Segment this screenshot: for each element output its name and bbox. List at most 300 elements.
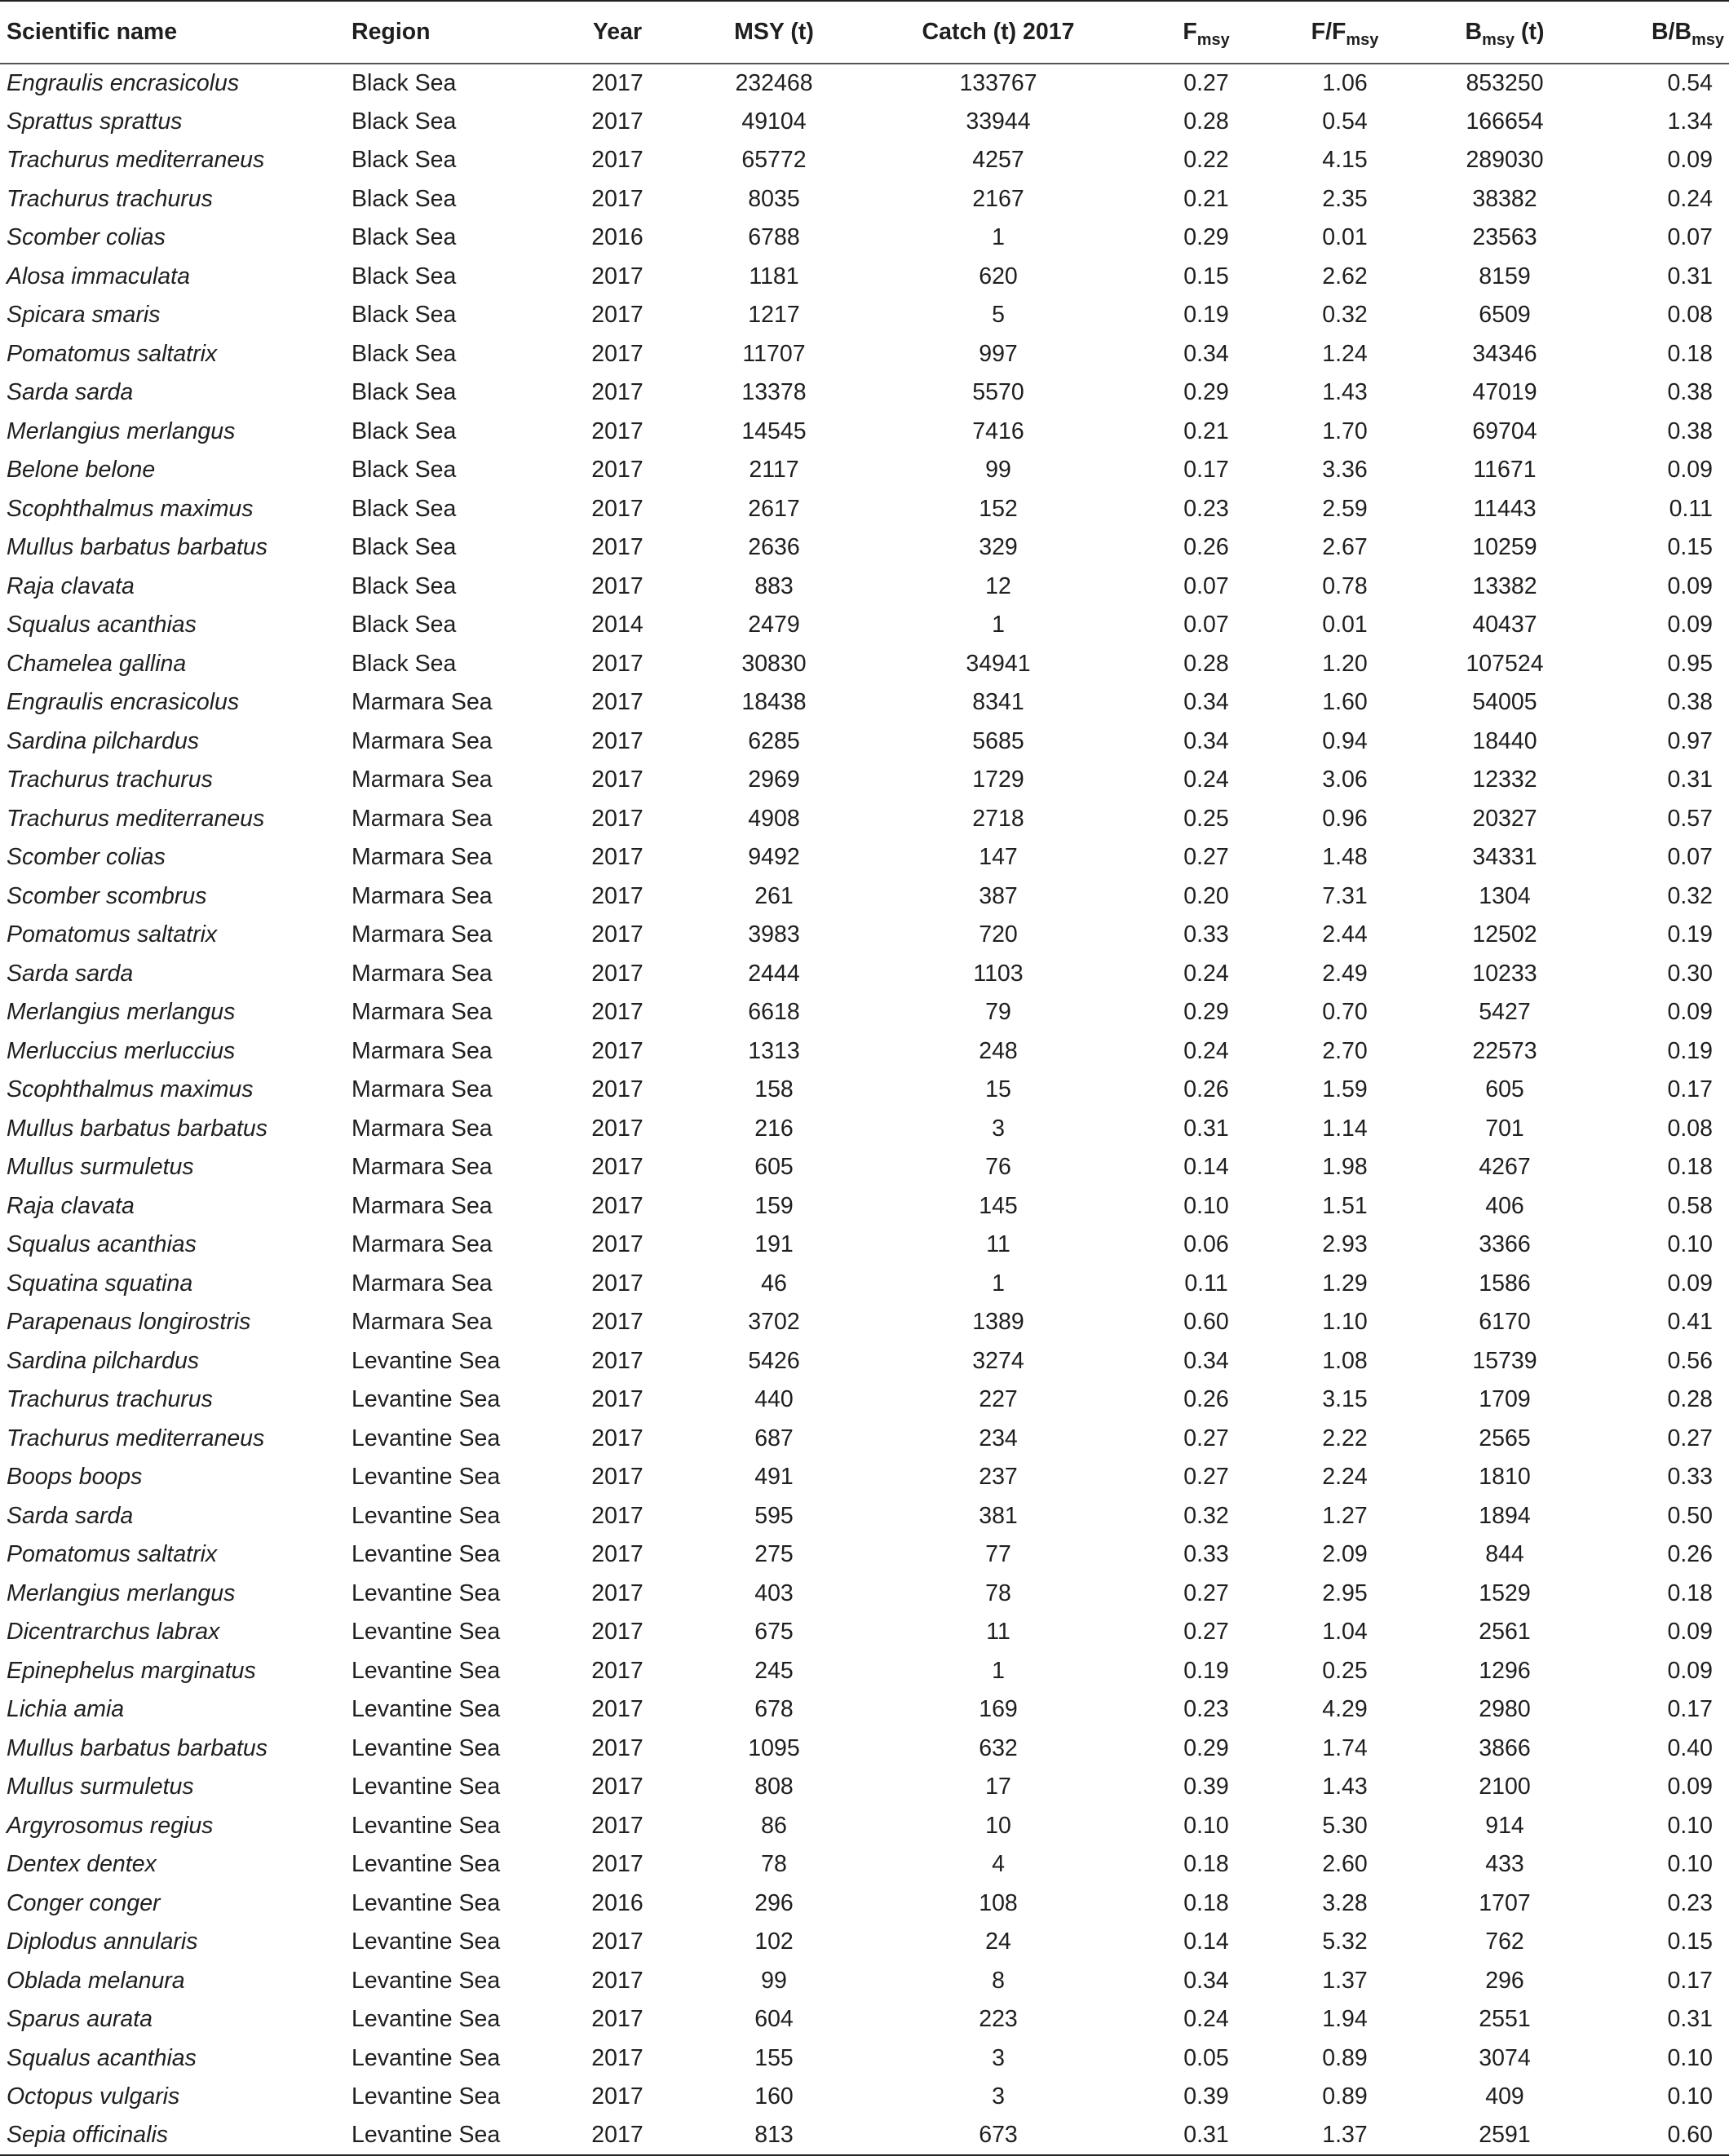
cell-msy: 245 bbox=[754, 1657, 794, 1684]
cell-catch: 169 bbox=[979, 1696, 1018, 1723]
cell-bmsy: 289030 bbox=[1466, 147, 1544, 174]
cell-catch: 76 bbox=[985, 1154, 1011, 1181]
table-row bbox=[0, 451, 1729, 490]
cell-bmsy: 433 bbox=[1485, 1851, 1524, 1878]
cell-b-over-bmsy: 0.56 bbox=[1667, 1347, 1713, 1374]
table-row bbox=[0, 1768, 1729, 1807]
cell-scientific-name: Engraulis encrasicolus bbox=[7, 689, 240, 716]
cell-region: Levantine Sea bbox=[352, 1619, 501, 1646]
table-row bbox=[0, 1303, 1729, 1342]
cell-scientific-name: Argyrosomus regius bbox=[7, 1812, 214, 1839]
cell-scientific-name: Sarda sarda bbox=[7, 1502, 134, 1529]
cell-scientific-name: Octopus vulgaris bbox=[7, 2083, 180, 2110]
cell-msy: 403 bbox=[754, 1579, 794, 1606]
cell-f-over-fmsy: 3.06 bbox=[1322, 767, 1368, 793]
cell-year: 2017 bbox=[591, 1037, 643, 1064]
cell-scientific-name: Sardina pilchardus bbox=[7, 1347, 200, 1374]
cell-scientific-name: Mullus surmuletus bbox=[7, 1774, 194, 1800]
cell-year: 2017 bbox=[591, 108, 643, 135]
cell-msy: 1217 bbox=[748, 302, 800, 329]
header-fmsy-base: F bbox=[1183, 19, 1197, 45]
cell-fmsy: 0.33 bbox=[1183, 1541, 1229, 1568]
cell-f-over-fmsy: 0.96 bbox=[1322, 805, 1368, 832]
cell-fmsy: 0.18 bbox=[1183, 1851, 1229, 1878]
cell-year: 2017 bbox=[591, 2044, 643, 2071]
cell-fmsy: 0.26 bbox=[1183, 1076, 1229, 1103]
cell-b-over-bmsy: 0.28 bbox=[1667, 1386, 1713, 1413]
cell-scientific-name: Sarda sarda bbox=[7, 960, 134, 987]
cell-f-over-fmsy: 1.43 bbox=[1322, 1774, 1368, 1800]
cell-fmsy: 0.34 bbox=[1183, 340, 1229, 367]
cell-fmsy: 0.15 bbox=[1183, 263, 1229, 289]
cell-bmsy: 4267 bbox=[1479, 1154, 1531, 1181]
cell-year: 2017 bbox=[591, 1541, 643, 1568]
cell-year: 2017 bbox=[591, 1231, 643, 1258]
cell-scientific-name: Merlangius merlangus bbox=[7, 418, 236, 444]
cell-scientific-name: Trachurus trachurus bbox=[7, 185, 213, 212]
cell-fmsy: 0.27 bbox=[1183, 1579, 1229, 1606]
cell-bmsy: 3366 bbox=[1479, 1231, 1531, 1258]
cell-b-over-bmsy: 0.57 bbox=[1667, 805, 1713, 832]
cell-b-over-bmsy: 0.18 bbox=[1667, 1579, 1713, 1606]
cell-b-over-bmsy: 0.27 bbox=[1667, 1425, 1713, 1451]
cell-f-over-fmsy: 2.67 bbox=[1322, 534, 1368, 561]
cell-b-over-bmsy: 0.11 bbox=[1669, 495, 1713, 522]
cell-catch: 34941 bbox=[966, 650, 1031, 677]
cell-scientific-name: Engraulis encrasicolus bbox=[7, 69, 240, 96]
table-row bbox=[0, 1884, 1729, 1924]
cell-region: Marmara Sea bbox=[352, 1231, 493, 1258]
header-scientific-name: Scientific name bbox=[7, 19, 178, 45]
cell-region: Marmara Sea bbox=[352, 767, 493, 793]
cell-year: 2017 bbox=[591, 1502, 643, 1529]
cell-catch: 147 bbox=[979, 844, 1018, 871]
cell-msy: 3702 bbox=[748, 1309, 800, 1336]
cell-catch: 152 bbox=[979, 495, 1018, 522]
cell-msy: 261 bbox=[754, 882, 794, 909]
cell-b-over-bmsy: 0.09 bbox=[1667, 999, 1713, 1026]
cell-catch: 620 bbox=[979, 263, 1018, 289]
cell-msy: 2117 bbox=[749, 457, 799, 484]
table-row bbox=[0, 1730, 1729, 1769]
cell-fmsy: 0.23 bbox=[1183, 495, 1229, 522]
table-body bbox=[0, 64, 1729, 2155]
cell-bmsy: 34331 bbox=[1472, 844, 1537, 871]
cell-catch: 5570 bbox=[972, 379, 1024, 406]
cell-b-over-bmsy: 0.31 bbox=[1667, 767, 1713, 793]
cell-bmsy: 1707 bbox=[1479, 1889, 1531, 1916]
cell-scientific-name: Pomatomus saltatrix bbox=[7, 921, 218, 948]
cell-f-over-fmsy: 1.27 bbox=[1322, 1502, 1368, 1529]
cell-f-over-fmsy: 3.36 bbox=[1322, 457, 1368, 484]
cell-catch: 3274 bbox=[972, 1347, 1024, 1374]
cell-bmsy: 38382 bbox=[1472, 185, 1537, 212]
cell-catch: 17 bbox=[985, 1774, 1011, 1800]
cell-msy: 159 bbox=[754, 1192, 794, 1219]
cell-b-over-bmsy: 0.07 bbox=[1667, 844, 1713, 871]
cell-bmsy: 107524 bbox=[1466, 650, 1544, 677]
cell-b-over-bmsy: 0.19 bbox=[1667, 1037, 1713, 1064]
cell-f-over-fmsy: 2.09 bbox=[1322, 1541, 1368, 1568]
cell-year: 2017 bbox=[591, 1619, 643, 1646]
cell-bmsy: 2591 bbox=[1479, 2122, 1531, 2149]
cell-catch: 387 bbox=[979, 882, 1018, 909]
cell-scientific-name: Sprattus sprattus bbox=[7, 108, 183, 135]
cell-fmsy: 0.27 bbox=[1183, 1425, 1229, 1451]
cell-fmsy: 0.28 bbox=[1183, 108, 1229, 135]
cell-catch: 223 bbox=[979, 2006, 1018, 2033]
cell-fmsy: 0.34 bbox=[1183, 727, 1229, 754]
table-row bbox=[0, 1265, 1729, 1304]
cell-msy: 65772 bbox=[741, 147, 807, 174]
cell-catch: 1 bbox=[992, 612, 1005, 638]
cell-fmsy: 0.34 bbox=[1183, 689, 1229, 716]
cell-fmsy: 0.60 bbox=[1183, 1309, 1229, 1336]
cell-region: Black Sea bbox=[352, 302, 457, 329]
cell-catch: 1 bbox=[992, 224, 1005, 251]
cell-year: 2017 bbox=[591, 2083, 643, 2110]
cell-fmsy: 0.24 bbox=[1183, 767, 1229, 793]
cell-fmsy: 0.34 bbox=[1183, 1967, 1229, 1994]
cell-f-over-fmsy: 1.29 bbox=[1322, 1270, 1368, 1297]
table-row bbox=[0, 877, 1729, 917]
cell-b-over-bmsy: 0.07 bbox=[1667, 224, 1713, 251]
cell-region: Levantine Sea bbox=[352, 1386, 501, 1413]
cell-msy: 491 bbox=[754, 1464, 794, 1491]
header-region: Region bbox=[352, 19, 431, 45]
cell-b-over-bmsy: 0.15 bbox=[1667, 1928, 1713, 1955]
cell-f-over-fmsy: 3.28 bbox=[1322, 1889, 1368, 1916]
cell-fmsy: 0.05 bbox=[1183, 2044, 1229, 2071]
cell-msy: 2479 bbox=[748, 612, 800, 638]
cell-catch: 1 bbox=[992, 1657, 1005, 1684]
cell-catch: 4 bbox=[992, 1851, 1005, 1878]
cell-scientific-name: Squalus acanthias bbox=[7, 612, 197, 638]
cell-b-over-bmsy: 0.10 bbox=[1667, 1812, 1713, 1839]
cell-msy: 6285 bbox=[748, 727, 800, 754]
cell-catch: 77 bbox=[985, 1541, 1011, 1568]
cell-region: Levantine Sea bbox=[352, 1734, 501, 1761]
cell-msy: 9492 bbox=[748, 844, 800, 871]
cell-year: 2017 bbox=[591, 1967, 643, 1994]
cell-b-over-bmsy: 0.09 bbox=[1667, 457, 1713, 484]
cell-f-over-fmsy: 1.14 bbox=[1322, 1115, 1368, 1142]
cell-region: Levantine Sea bbox=[352, 1696, 501, 1723]
table-row bbox=[0, 1458, 1729, 1497]
cell-scientific-name: Raja clavata bbox=[7, 1192, 135, 1219]
cell-fmsy: 0.07 bbox=[1183, 572, 1229, 599]
header-b-over-bmsy bbox=[1599, 1, 1729, 64]
cell-bmsy: 12502 bbox=[1472, 921, 1537, 948]
cell-msy: 5426 bbox=[748, 1347, 800, 1374]
cell-f-over-fmsy: 2.59 bbox=[1322, 495, 1368, 522]
cell-b-over-bmsy: 0.58 bbox=[1667, 1192, 1713, 1219]
cell-year: 2017 bbox=[591, 572, 643, 599]
cell-fmsy: 0.29 bbox=[1183, 379, 1229, 406]
cell-f-over-fmsy: 1.94 bbox=[1322, 2006, 1368, 2033]
cell-scientific-name: Mullus surmuletus bbox=[7, 1154, 194, 1181]
table-row bbox=[0, 568, 1729, 607]
cell-year: 2017 bbox=[591, 921, 643, 948]
cell-catch: 3 bbox=[992, 2083, 1005, 2110]
cell-region: Marmara Sea bbox=[352, 960, 493, 987]
header-fmsy bbox=[1133, 1, 1280, 64]
cell-fmsy: 0.27 bbox=[1183, 844, 1229, 871]
table-row bbox=[0, 606, 1729, 645]
cell-b-over-bmsy: 0.38 bbox=[1667, 689, 1713, 716]
cell-bmsy: 166654 bbox=[1466, 108, 1544, 135]
cell-bmsy: 296 bbox=[1485, 1967, 1524, 1994]
cell-scientific-name: Conger conger bbox=[7, 1889, 161, 1916]
cell-f-over-fmsy: 5.30 bbox=[1322, 1812, 1368, 1839]
cell-fmsy: 0.21 bbox=[1183, 418, 1229, 444]
cell-msy: 18438 bbox=[741, 689, 807, 716]
cell-scientific-name: Squalus acanthias bbox=[7, 2044, 197, 2071]
cell-f-over-fmsy: 5.32 bbox=[1322, 1928, 1368, 1955]
cell-scientific-name: Dicentrarchus labrax bbox=[7, 1619, 220, 1646]
cell-bmsy: 1709 bbox=[1479, 1386, 1531, 1413]
cell-msy: 78 bbox=[761, 1851, 787, 1878]
cell-bmsy: 1586 bbox=[1479, 1270, 1531, 1297]
cell-msy: 232468 bbox=[735, 69, 813, 96]
cell-year: 2017 bbox=[591, 1812, 643, 1839]
table-row bbox=[0, 490, 1729, 529]
cell-b-over-bmsy: 0.54 bbox=[1667, 69, 1713, 96]
cell-msy: 30830 bbox=[741, 650, 807, 677]
cell-fmsy: 0.24 bbox=[1183, 2006, 1229, 2033]
cell-f-over-fmsy: 1.59 bbox=[1322, 1076, 1368, 1103]
cell-scientific-name: Spicara smaris bbox=[7, 302, 161, 329]
table-row bbox=[0, 645, 1729, 684]
cell-year: 2017 bbox=[591, 805, 643, 832]
cell-f-over-fmsy: 1.24 bbox=[1322, 340, 1368, 367]
cell-f-over-fmsy: 0.94 bbox=[1322, 727, 1368, 754]
cell-msy: 3983 bbox=[748, 921, 800, 948]
cell-bmsy: 69704 bbox=[1472, 418, 1537, 444]
cell-b-over-bmsy: 0.41 bbox=[1667, 1309, 1713, 1336]
cell-scientific-name: Pomatomus saltatrix bbox=[7, 340, 218, 367]
cell-bmsy: 22573 bbox=[1472, 1037, 1537, 1064]
cell-b-over-bmsy: 0.30 bbox=[1667, 960, 1713, 987]
cell-region: Levantine Sea bbox=[352, 1541, 501, 1568]
cell-region: Marmara Sea bbox=[352, 882, 493, 909]
cell-fmsy: 0.27 bbox=[1183, 1464, 1229, 1491]
cell-year: 2017 bbox=[591, 1270, 643, 1297]
cell-fmsy: 0.39 bbox=[1183, 1774, 1229, 1800]
cell-region: Marmara Sea bbox=[352, 999, 493, 1026]
cell-fmsy: 0.27 bbox=[1183, 1619, 1229, 1646]
cell-region: Levantine Sea bbox=[352, 1812, 501, 1839]
table-row bbox=[0, 373, 1729, 413]
cell-catch: 234 bbox=[979, 1425, 1018, 1451]
cell-f-over-fmsy: 0.01 bbox=[1322, 612, 1368, 638]
cell-year: 2017 bbox=[591, 1192, 643, 1219]
cell-bmsy: 10233 bbox=[1472, 960, 1537, 987]
header-catch-2017: Catch (t) 2017 bbox=[922, 19, 1075, 45]
cell-b-over-bmsy: 1.34 bbox=[1667, 108, 1713, 135]
header-ffmsy-sub: msy bbox=[1346, 30, 1379, 49]
cell-catch: 1103 bbox=[973, 960, 1024, 987]
cell-b-over-bmsy: 0.10 bbox=[1667, 2044, 1713, 2071]
cell-b-over-bmsy: 0.95 bbox=[1667, 650, 1713, 677]
cell-scientific-name: Scomber colias bbox=[7, 224, 166, 251]
cell-region: Black Sea bbox=[352, 224, 457, 251]
table-row bbox=[0, 1535, 1729, 1575]
cell-bmsy: 701 bbox=[1485, 1115, 1524, 1142]
cell-msy: 14545 bbox=[741, 418, 807, 444]
table-row bbox=[0, 141, 1729, 180]
table-row bbox=[0, 1575, 1729, 1614]
table-row bbox=[0, 413, 1729, 452]
cell-f-over-fmsy: 4.15 bbox=[1322, 147, 1368, 174]
cell-year: 2017 bbox=[591, 650, 643, 677]
cell-bmsy: 11443 bbox=[1473, 495, 1537, 522]
cell-fmsy: 0.07 bbox=[1183, 612, 1229, 638]
cell-msy: 46 bbox=[761, 1270, 787, 1297]
table-row bbox=[0, 1923, 1729, 1962]
cell-b-over-bmsy: 0.09 bbox=[1667, 1657, 1713, 1684]
cell-bmsy: 2100 bbox=[1479, 1774, 1531, 1800]
cell-f-over-fmsy: 3.15 bbox=[1322, 1386, 1368, 1413]
cell-catch: 99 bbox=[985, 457, 1011, 484]
cell-scientific-name: Squalus acanthias bbox=[7, 1231, 197, 1258]
cell-region: Black Sea bbox=[352, 185, 457, 212]
cell-bmsy: 12332 bbox=[1472, 767, 1537, 793]
cell-bmsy: 10259 bbox=[1472, 534, 1537, 561]
cell-fmsy: 0.21 bbox=[1183, 185, 1229, 212]
cell-catch: 997 bbox=[979, 340, 1018, 367]
cell-catch: 15 bbox=[985, 1076, 1011, 1103]
cell-b-over-bmsy: 0.31 bbox=[1667, 263, 1713, 289]
cell-year: 2017 bbox=[591, 457, 643, 484]
cell-scientific-name: Trachurus mediterraneus bbox=[7, 147, 265, 174]
table-row bbox=[0, 993, 1729, 1032]
cell-fmsy: 0.28 bbox=[1183, 650, 1229, 677]
cell-b-over-bmsy: 0.17 bbox=[1667, 1696, 1713, 1723]
cell-f-over-fmsy: 0.78 bbox=[1322, 572, 1368, 599]
cell-bmsy: 2565 bbox=[1479, 1425, 1531, 1451]
cell-scientific-name: Parapenaus longirostris bbox=[7, 1309, 251, 1336]
cell-b-over-bmsy: 0.17 bbox=[1667, 1967, 1713, 1994]
cell-year: 2017 bbox=[591, 1115, 643, 1142]
cell-region: Levantine Sea bbox=[352, 1464, 501, 1491]
cell-year: 2014 bbox=[591, 612, 643, 638]
cell-bmsy: 844 bbox=[1485, 1541, 1524, 1568]
header-ffmsy-base: F/F bbox=[1311, 19, 1346, 45]
table-row bbox=[0, 1962, 1729, 2001]
table-row bbox=[0, 1613, 1729, 1652]
cell-year: 2017 bbox=[591, 960, 643, 987]
cell-catch: 5 bbox=[992, 302, 1005, 329]
cell-year: 2017 bbox=[591, 418, 643, 444]
cell-bmsy: 1894 bbox=[1479, 1502, 1531, 1529]
cell-catch: 8341 bbox=[972, 689, 1024, 716]
cell-region: Marmara Sea bbox=[352, 1115, 493, 1142]
cell-msy: 13378 bbox=[741, 379, 807, 406]
cell-fmsy: 0.33 bbox=[1183, 921, 1229, 948]
cell-year: 2017 bbox=[591, 534, 643, 561]
cell-catch: 133767 bbox=[959, 69, 1037, 96]
table-row bbox=[0, 1497, 1729, 1536]
cell-region: Levantine Sea bbox=[352, 2044, 501, 2071]
cell-f-over-fmsy: 2.22 bbox=[1322, 1425, 1368, 1451]
cell-bmsy: 40437 bbox=[1472, 612, 1537, 638]
cell-scientific-name: Sardina pilchardus bbox=[7, 727, 200, 754]
cell-bmsy: 762 bbox=[1485, 1928, 1524, 1955]
table-row bbox=[0, 838, 1729, 877]
cell-msy: 595 bbox=[754, 1502, 794, 1529]
cell-catch: 78 bbox=[985, 1579, 1011, 1606]
cell-year: 2017 bbox=[591, 1657, 643, 1684]
cell-catch: 12 bbox=[985, 572, 1011, 599]
table-row bbox=[0, 2117, 1729, 2156]
cell-region: Levantine Sea bbox=[352, 2083, 501, 2110]
cell-fmsy: 0.11 bbox=[1184, 1270, 1228, 1297]
cell-msy: 6788 bbox=[748, 224, 800, 251]
cell-year: 2017 bbox=[591, 1734, 643, 1761]
cell-fmsy: 0.29 bbox=[1183, 999, 1229, 1026]
cell-catch: 11 bbox=[986, 1231, 1010, 1258]
cell-f-over-fmsy: 1.04 bbox=[1322, 1619, 1368, 1646]
cell-year: 2017 bbox=[591, 1579, 643, 1606]
header-year: Year bbox=[592, 19, 643, 45]
cell-scientific-name: Sepia officinalis bbox=[7, 2122, 169, 2149]
cell-b-over-bmsy: 0.38 bbox=[1667, 379, 1713, 406]
cell-fmsy: 0.39 bbox=[1183, 2083, 1229, 2110]
cell-fmsy: 0.34 bbox=[1183, 1347, 1229, 1374]
cell-region: Black Sea bbox=[352, 263, 457, 289]
cell-msy: 11707 bbox=[742, 340, 806, 367]
cell-msy: 813 bbox=[754, 2122, 794, 2149]
cell-f-over-fmsy: 2.93 bbox=[1322, 1231, 1368, 1258]
cell-b-over-bmsy: 0.17 bbox=[1667, 1076, 1713, 1103]
cell-catch: 11 bbox=[986, 1619, 1010, 1646]
cell-catch: 3 bbox=[992, 2044, 1005, 2071]
cell-msy: 49104 bbox=[741, 108, 807, 135]
cell-catch: 227 bbox=[979, 1386, 1018, 1413]
cell-year: 2016 bbox=[591, 1889, 643, 1916]
cell-year: 2017 bbox=[591, 727, 643, 754]
cell-scientific-name: Scomber scombrus bbox=[7, 882, 207, 909]
cell-region: Levantine Sea bbox=[352, 1425, 501, 1451]
cell-year: 2017 bbox=[591, 1309, 643, 1336]
cell-f-over-fmsy: 1.43 bbox=[1322, 379, 1368, 406]
cell-msy: 605 bbox=[754, 1154, 794, 1181]
cell-region: Marmara Sea bbox=[352, 1154, 493, 1181]
cell-bmsy: 6509 bbox=[1479, 302, 1531, 329]
cell-bmsy: 605 bbox=[1485, 1076, 1524, 1103]
cell-region: Levantine Sea bbox=[352, 1851, 501, 1878]
cell-scientific-name: Mullus barbatus barbatus bbox=[7, 1734, 268, 1761]
cell-b-over-bmsy: 0.18 bbox=[1667, 1154, 1713, 1181]
cell-fmsy: 0.06 bbox=[1183, 1231, 1229, 1258]
cell-bmsy: 2980 bbox=[1479, 1696, 1531, 1723]
cell-b-over-bmsy: 0.23 bbox=[1667, 1889, 1713, 1916]
cell-b-over-bmsy: 0.10 bbox=[1667, 1851, 1713, 1878]
cell-f-over-fmsy: 0.25 bbox=[1322, 1657, 1368, 1684]
cell-fmsy: 0.10 bbox=[1183, 1192, 1229, 1219]
cell-f-over-fmsy: 1.60 bbox=[1322, 689, 1368, 716]
cell-fmsy: 0.24 bbox=[1183, 960, 1229, 987]
cell-fmsy: 0.14 bbox=[1183, 1154, 1229, 1181]
cell-scientific-name: Merlangius merlangus bbox=[7, 1579, 236, 1606]
cell-catch: 720 bbox=[979, 921, 1018, 948]
cell-year: 2017 bbox=[591, 147, 643, 174]
cell-catch: 33944 bbox=[966, 108, 1031, 135]
cell-fmsy: 0.18 bbox=[1183, 1889, 1229, 1916]
cell-region: Levantine Sea bbox=[352, 1502, 501, 1529]
header-bmsy-base: B bbox=[1465, 19, 1483, 45]
